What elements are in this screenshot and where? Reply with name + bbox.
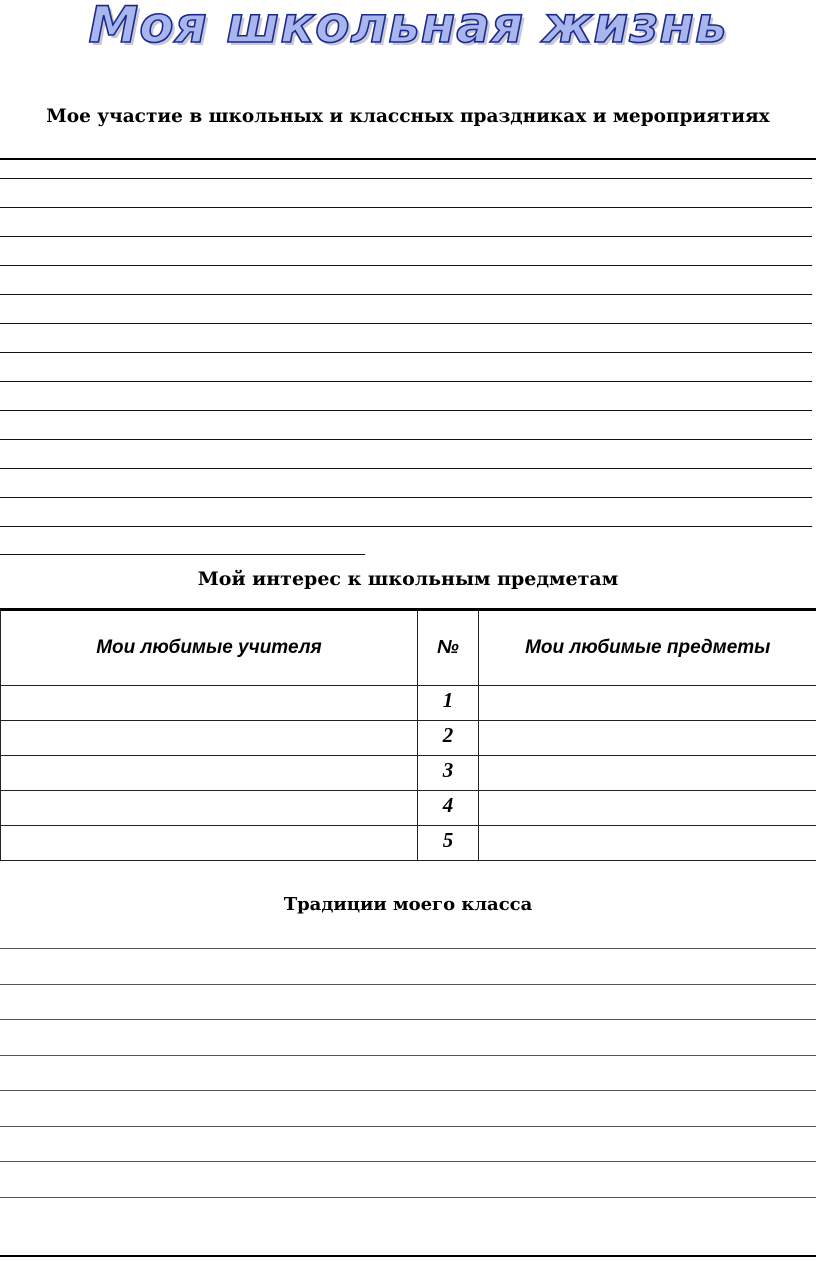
- writing-line[interactable]: [0, 323, 812, 324]
- teachers-column-header: Мои любимые учителя: [1, 610, 418, 686]
- number-column-header: №: [418, 610, 479, 686]
- writing-line[interactable]: [0, 1197, 816, 1198]
- traditions-heading: Традиции моего класса: [283, 894, 533, 915]
- writing-line[interactable]: [0, 1055, 816, 1056]
- writing-line[interactable]: [0, 1019, 816, 1020]
- writing-line[interactable]: [0, 439, 812, 440]
- subject-cell[interactable]: [479, 721, 816, 756]
- writing-line[interactable]: [0, 497, 812, 498]
- writing-line[interactable]: [0, 265, 812, 266]
- page-title: Моя школьная жизнь: [88, 0, 728, 54]
- teacher-cell[interactable]: [1, 826, 418, 861]
- teacher-cell[interactable]: [1, 791, 418, 826]
- writing-line[interactable]: [0, 294, 812, 295]
- teacher-cell[interactable]: [1, 721, 418, 756]
- table-row: [1, 826, 816, 861]
- interest-heading: Мой интерес к школьным предметам: [197, 568, 619, 590]
- writing-line[interactable]: [0, 236, 812, 237]
- subject-cell[interactable]: [479, 686, 816, 721]
- writing-line[interactable]: [0, 1090, 816, 1091]
- participation-heading: Мое участие в школьных и классных праздниках и мероприятиях: [46, 106, 770, 127]
- writing-line[interactable]: [0, 158, 816, 160]
- subjects-column-header: Мои любимые предметы: [479, 610, 816, 686]
- subject-cell[interactable]: [479, 791, 816, 826]
- writing-line[interactable]: [0, 178, 812, 179]
- row-number: 1: [418, 686, 479, 721]
- row-number: 3: [418, 756, 479, 791]
- row-number: 5: [418, 826, 479, 861]
- writing-line[interactable]: [0, 410, 812, 411]
- row-number: 2: [418, 721, 479, 756]
- writing-line[interactable]: [0, 948, 816, 949]
- writing-line[interactable]: [0, 984, 816, 985]
- table-row: [1, 756, 816, 791]
- writing-line[interactable]: [0, 207, 812, 208]
- writing-line[interactable]: [0, 381, 812, 382]
- teacher-cell[interactable]: [1, 756, 418, 791]
- page-bottom-rule: [0, 1255, 816, 1257]
- writing-line[interactable]: [0, 1126, 816, 1127]
- subject-cell[interactable]: [479, 756, 816, 791]
- table-header-row: [1, 610, 816, 686]
- writing-line[interactable]: [0, 1161, 816, 1162]
- table-row: [1, 791, 816, 826]
- subject-cell[interactable]: [479, 826, 816, 861]
- writing-line[interactable]: [0, 554, 365, 555]
- writing-line[interactable]: [0, 352, 812, 353]
- teacher-cell[interactable]: [1, 686, 418, 721]
- table-row: [1, 686, 816, 721]
- row-number: 4: [418, 791, 479, 826]
- writing-line[interactable]: [0, 468, 812, 469]
- writing-line[interactable]: [0, 526, 812, 527]
- favorite-subjects-table: [0, 608, 816, 861]
- table-row: [1, 721, 816, 756]
